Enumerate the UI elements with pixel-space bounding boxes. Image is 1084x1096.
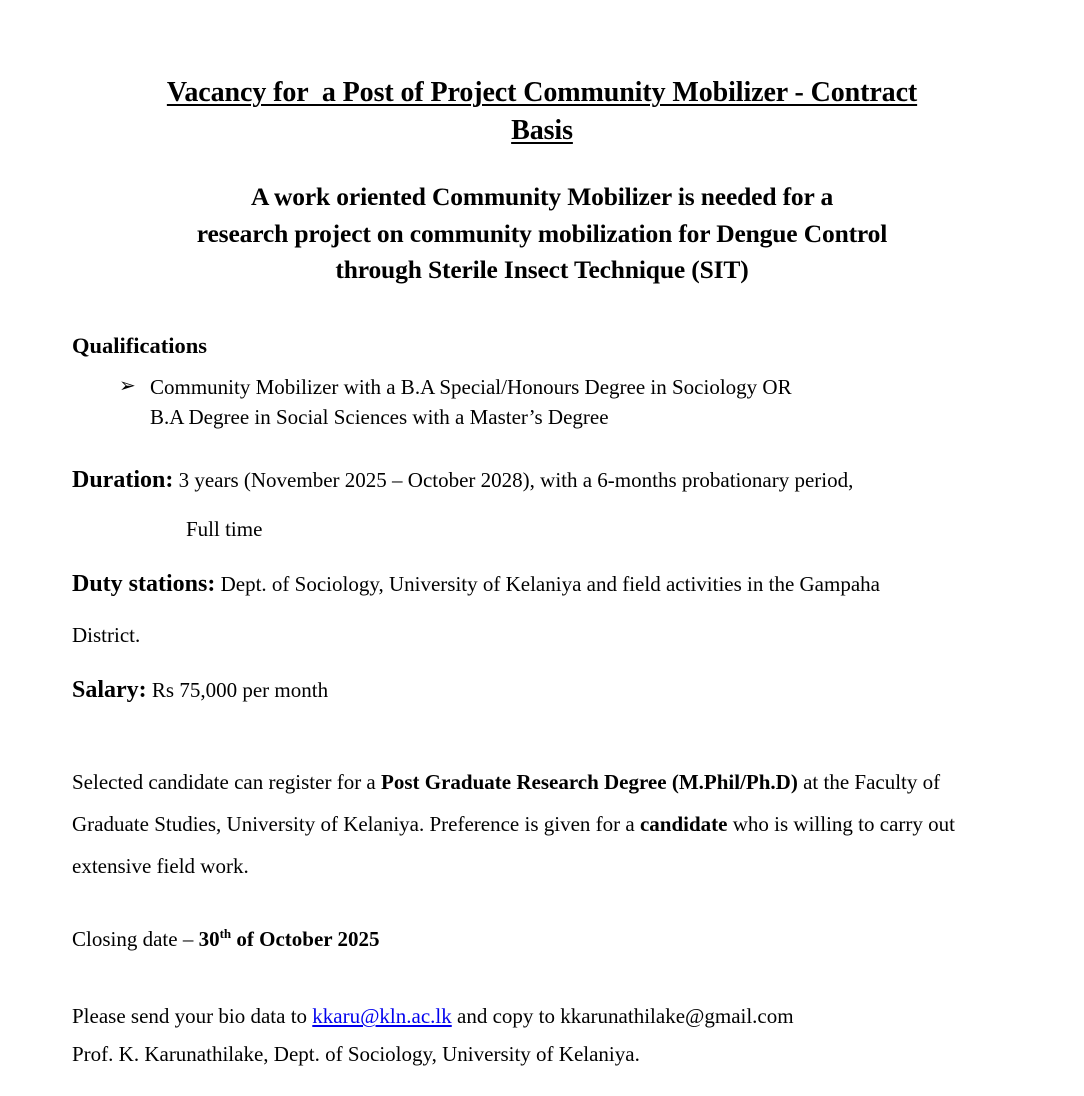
duty-stations-value: Dept. of Sociology, University of Kelaniya and field activities in the Gampaha [220, 571, 880, 596]
email-link[interactable]: kkaru@kln.ac.lk [312, 1004, 452, 1029]
registration-paragraph [72, 707, 1012, 887]
page-title [72, 0, 1012, 149]
registration-text-1: Selected candidate can register for a [72, 769, 382, 794]
registration-bold-candidate: candidate [639, 811, 728, 836]
list-item-line-2: B.A Degree in Social Sciences with a Master’s Degree [150, 405, 609, 429]
closing-date-prefix: Closing date – [72, 926, 199, 951]
list-item-line-1: Community Mobilizer with a B.A Special/Honours Degree in Sociology OR [150, 375, 792, 400]
duty-stations-row [72, 545, 1012, 601]
closing-date-rest: of October 2025 [231, 926, 380, 951]
page-title-line-2: Basis [511, 114, 573, 146]
qualifications-list [72, 359, 1012, 433]
closing-date-line [72, 887, 1012, 955]
salary-row [72, 651, 1012, 707]
registration-bold-degree: Post Graduate Research Degree (M.Phil/Ph.D) [381, 769, 798, 794]
page-subtitle [72, 149, 1012, 289]
contact-send-middle: and copy to [451, 1004, 561, 1029]
closing-date-number: 30 [198, 926, 220, 951]
registration-text-2: at the Faculty of Graduate Studies, University of Kelaniya. Preference is given for a [72, 769, 941, 836]
duty-stations-label: Duty stations: [72, 570, 216, 597]
salary-value: Rs 75,000 per month [151, 677, 329, 702]
duration-value: 3 years (November 2025 – October 2028), with a 6-months probationary period, [178, 467, 854, 492]
page-title-line-1: Vacancy for a Post of Project Community Mobilizer - Contract [166, 77, 918, 108]
qualifications-heading: Qualifications [72, 333, 208, 359]
registration-text-3: who is willing to carry out extensive field work. [72, 811, 955, 878]
page-subtitle-line-2: research project on community mobilization for Dengue Control [196, 218, 888, 248]
list-item [72, 373, 1012, 433]
contact-signature: Prof. K. Karunathilake, Dept. of Sociology, University of Kelaniya. [72, 1041, 640, 1066]
duration-row [72, 433, 1012, 497]
page-subtitle-line-1: A work oriented Community Mobilizer is needed for a [250, 182, 834, 212]
contact-send-prefix: Please send your bio data to [72, 1004, 313, 1029]
secondary-email-text: kkarunathilake@gmail.com [560, 1004, 794, 1029]
duty-stations-value-continued: District. [72, 622, 141, 647]
duration-label: Duration: [72, 466, 174, 493]
salary-label: Salary: [72, 676, 147, 703]
closing-date-value [199, 927, 380, 951]
duration-note: Full time [186, 516, 263, 541]
page-subtitle-line-3: through Sterile Insect Technique (SIT) [335, 255, 749, 285]
contact-send-line [72, 998, 1012, 1035]
contact-block [72, 954, 1012, 1073]
closing-date-ordinal-suffix: th [219, 925, 232, 941]
arrow-bullet-icon: ➢ [119, 375, 136, 398]
